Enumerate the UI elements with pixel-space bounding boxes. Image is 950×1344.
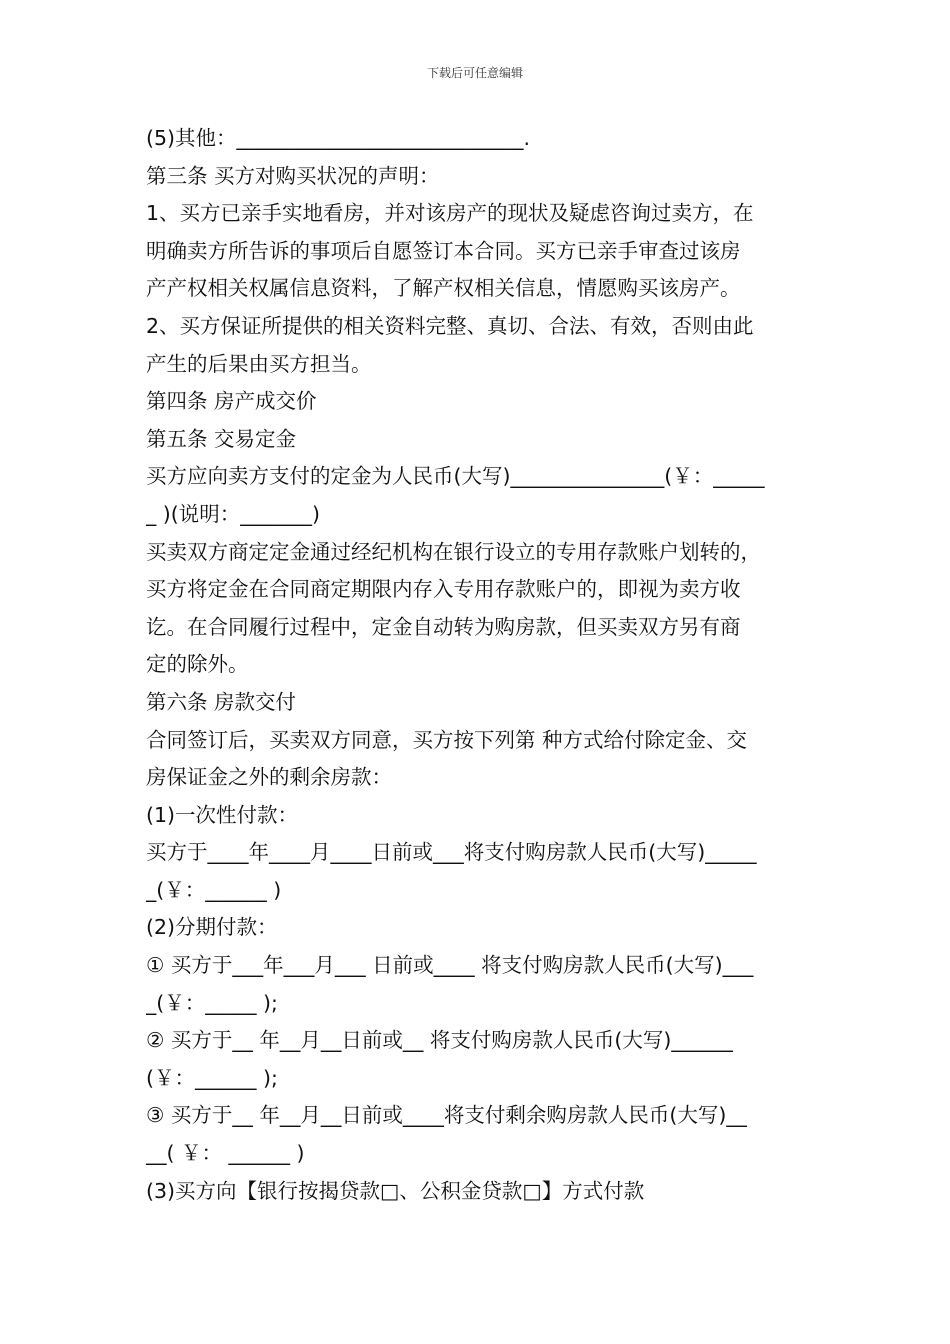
text-line: _(￥：_____ ); xyxy=(146,990,278,1015)
text-line: 合同签订后，买卖双方同意，买方按下列第 种方式给付除定金、交 xyxy=(146,727,748,752)
text-line: ③ 买方于__ 年__月__日前或____将支付剩余购房款人民币(大写)__ xyxy=(146,1103,747,1128)
text-line: 产产权相关权属信息资料，了解产权相关信息，情愿购买该房产。 xyxy=(146,276,741,301)
text-line: 买方应向卖方支付的定金为人民币(大写)_______________(￥：_____ xyxy=(146,464,765,489)
text-line: (￥：______ ); xyxy=(146,1065,278,1090)
text-line: 1、买方已亲手实地看房，并对该房产的现状及疑虑咨询过卖方，在 xyxy=(146,201,754,226)
text-line: _ )(说明：_______) xyxy=(146,501,321,526)
section-heading: 第三条 买方对购买状况的声明： xyxy=(146,163,440,188)
text-line: (1)一次性付款： xyxy=(146,802,299,827)
document-body xyxy=(146,120,818,1210)
text-line: ① 买方于___年___月___ 日前或____ 将支付购房款人民币(大写)___ xyxy=(146,953,754,978)
text-line: (3)买方向【银行按揭贷款□、公积金贷款□】方式付款 xyxy=(146,1178,645,1203)
text-line: _(￥：______ ) xyxy=(146,877,282,902)
text-line: 定的除外。 xyxy=(146,652,249,677)
text-line: 讫。在合同履行过程中，定金自动转为购房款，但买卖双方另有商 xyxy=(146,614,741,639)
text-line: 明确卖方所告诉的事项后自愿签订本合同。买方已亲手审查过该房 xyxy=(146,238,741,263)
text-line: 买卖双方商定定金通过经纪机构在银行设立的专用存款账户划转的， xyxy=(146,539,761,564)
text-line: (2)分期付款： xyxy=(146,915,278,940)
text-line: 房保证金之外的剩余房款： xyxy=(146,765,392,790)
page-header: 下载后可任意编辑 xyxy=(426,66,523,80)
text-line: 产生的后果由买方担当。 xyxy=(146,351,372,376)
text-line: ② 买方于__ 年__月__日前或__ 将支付购房款人民币(大写)______ xyxy=(146,1028,733,1053)
text-line: (5)其他：____________________________. xyxy=(146,126,531,150)
text-line: 2、买方保证所提供的相关资料完整、真切、合法、有效，否则由此 xyxy=(146,313,754,338)
text-line: __( ￥： ______ ) xyxy=(146,1141,305,1166)
text-line: 买方于____年____月____日前或___将支付购房款人民币(大写)_____ xyxy=(146,840,757,865)
section-heading: 第四条 房产成交价 xyxy=(146,389,317,414)
section-heading: 第六条 房款交付 xyxy=(146,689,297,714)
section-heading: 第五条 交易定金 xyxy=(146,426,297,451)
text-line: 买方将定金在合同商定期限内存入专用存款账户的，即视为卖方收 xyxy=(146,577,741,602)
